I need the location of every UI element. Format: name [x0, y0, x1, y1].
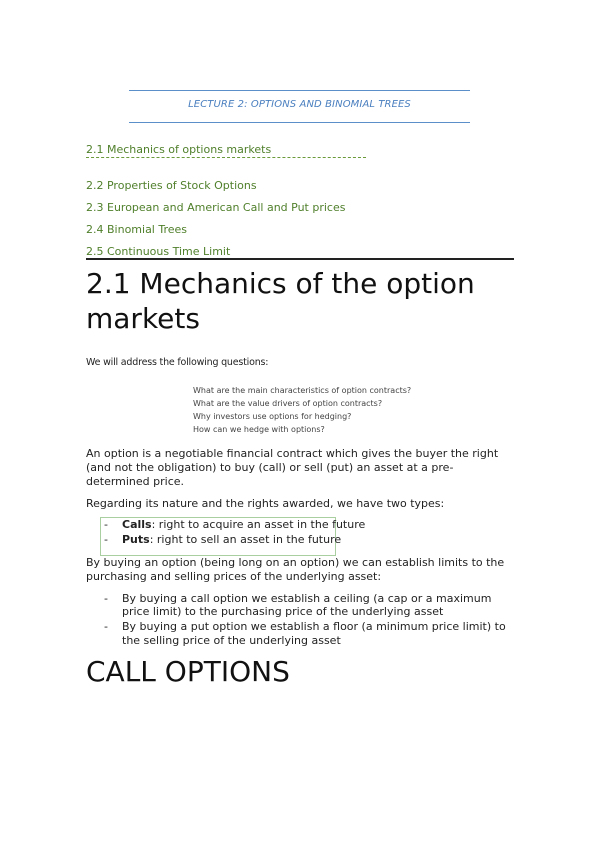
- bullet-dash: -: [104, 533, 108, 546]
- toc-item-2-4[interactable]: 2.4 Binomial Trees: [86, 223, 188, 236]
- header-top-rule: [129, 90, 470, 91]
- limit-put-line1: By buying a put option we establish a floor (a minimum price limit) to: [122, 620, 506, 633]
- toc-item-2-2[interactable]: 2.2 Properties of Stock Options: [86, 179, 257, 192]
- question-item: What are the value drivers of option contracts?: [193, 399, 383, 408]
- header-bottom-rule: [129, 122, 470, 123]
- type-puts-text: : right to sell an asset in the future: [149, 533, 342, 546]
- type-puts: [122, 533, 341, 547]
- toc-item-2-5[interactable]: 2.5 Continuous Time Limit: [86, 245, 231, 258]
- types-intro: Regarding its nature and the rights awarded, we have two types:: [86, 497, 445, 510]
- limit-call-line2: price limit) to the purchasing price of the underlying asset: [122, 605, 444, 618]
- call-options-heading: CALL OPTIONS: [86, 655, 290, 688]
- question-item: How can we hedge with options?: [193, 425, 325, 434]
- option-definition-line1: An option is a negotiable financial contract which gives the buyer the right: [86, 447, 499, 460]
- section-heading-line2: markets: [86, 302, 200, 335]
- option-definition-line3: determined price.: [86, 475, 185, 488]
- bullet-dash: -: [104, 592, 108, 605]
- type-puts-term: Puts: [122, 533, 150, 546]
- limit-call-line1: By buying a call option we establish a ceiling (a cap or a maximum: [122, 592, 492, 605]
- bullet-dash: -: [104, 620, 108, 633]
- type-calls-text: : right to acquire an asset in the future: [151, 518, 366, 531]
- toc-leader-dashes: [86, 157, 366, 159]
- limit-put-line2: the selling price of the underlying asset: [122, 634, 341, 647]
- question-item: Why investors use options for hedging?: [193, 412, 352, 421]
- toc-item-2-1[interactable]: 2.1 Mechanics of options markets: [86, 143, 272, 156]
- question-item: What are the main characteristics of option contracts?: [193, 386, 412, 395]
- type-calls-term: Calls: [122, 518, 152, 531]
- limits-intro-line1: By buying an option (being long on an option) we can establish limits to the: [86, 556, 505, 569]
- option-definition-line2: (and not the obligation) to buy (call) or sell (put) an asset at a pre-: [86, 461, 454, 474]
- bullet-dash: -: [104, 518, 108, 531]
- lecture-title: LECTURE 2: OPTIONS AND BINOMIAL TREES: [188, 99, 411, 110]
- section-heading-line1: 2.1 Mechanics of the option: [86, 267, 475, 300]
- limits-intro-line2: purchasing and selling prices of the underlying asset:: [86, 570, 382, 583]
- toc-item-2-3[interactable]: 2.3 European and American Call and Put prices: [86, 201, 346, 214]
- type-calls: [122, 518, 365, 532]
- toc-end-rule: [86, 258, 514, 260]
- intro-text: We will address the following questions:: [86, 357, 269, 368]
